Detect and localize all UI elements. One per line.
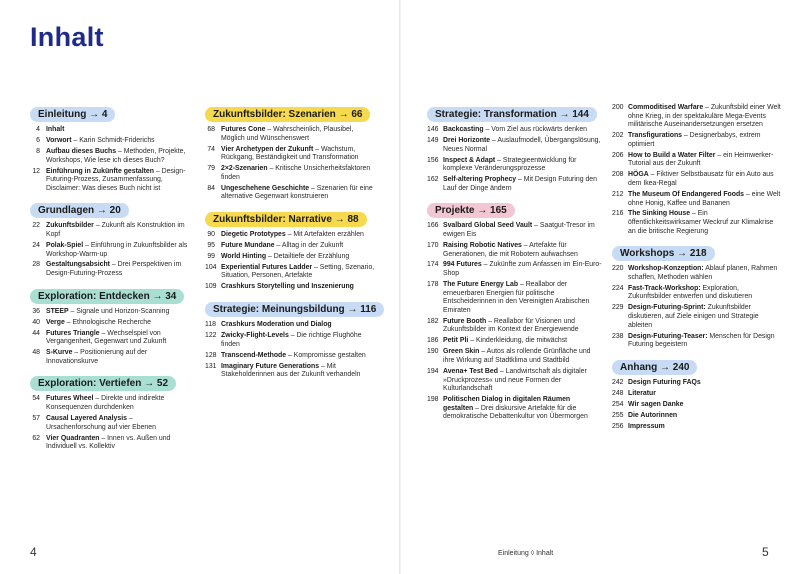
entry-text xyxy=(46,168,194,194)
entry-title: Workshop-Konzeption: xyxy=(628,265,704,273)
toc-entry xyxy=(427,242,602,259)
entry-title: 994 Futures xyxy=(443,261,482,269)
entry-text xyxy=(46,395,194,412)
toc-entry xyxy=(427,261,602,278)
entry-description: – Detailtiefe der Erzählung xyxy=(266,252,350,260)
entry-description: – Artefakte für Generationen, die mit Robotern aufwachsen xyxy=(443,241,578,258)
entry-text xyxy=(46,137,194,146)
entry-page-number: 44 xyxy=(32,329,40,337)
toc-column-4 xyxy=(612,104,782,438)
toc-entry xyxy=(427,126,602,135)
entry-title: Petit Pli xyxy=(443,337,469,345)
toc-entry xyxy=(612,304,782,330)
entry-title: Polak-Spiel xyxy=(46,241,84,249)
entry-description: – Ursachenforschung auf vier Ebenen xyxy=(46,414,156,431)
entry-page-number: 166 xyxy=(427,222,439,230)
toc-entry xyxy=(612,423,782,432)
toc-section xyxy=(205,104,377,202)
section-heading: Exploration: Vertiefen → 52 xyxy=(30,376,176,391)
toc-entry xyxy=(205,283,377,292)
toc-entry xyxy=(612,132,782,149)
toc-entry xyxy=(205,264,377,281)
entry-text xyxy=(221,283,377,292)
toc-entry xyxy=(30,137,194,146)
entry-text xyxy=(628,412,782,421)
entry-page-number: 182 xyxy=(427,317,439,325)
entry-text xyxy=(46,319,194,328)
entry-text xyxy=(46,435,194,452)
entry-description: – Ethnologische Recherche xyxy=(64,318,151,326)
toc-entry xyxy=(427,137,602,154)
entry-text xyxy=(443,337,602,346)
entry-page-number: 99 xyxy=(207,252,215,260)
toc-entry xyxy=(427,176,602,193)
toc-entry xyxy=(30,242,194,259)
entry-title: Raising Robotic Natives xyxy=(443,241,522,249)
entry-title: Vier Quadranten xyxy=(46,434,100,442)
entry-text xyxy=(443,176,602,193)
entry-title: Futures Triangle xyxy=(46,329,100,337)
entry-description: – ein Heimwerker-Tutorial aus der Zukunft xyxy=(628,151,774,168)
entry-description: – Innen vs. Außen und Individuell vs. Kollektiv xyxy=(46,434,171,451)
entry-title: The Sinking House xyxy=(628,210,691,218)
entry-page-number: 84 xyxy=(207,184,215,192)
section-heading: Einleitung → 4 xyxy=(30,107,115,122)
entry-page-number: 200 xyxy=(612,104,624,111)
entry-title: Zwicky-Flight-Levels xyxy=(221,332,289,340)
entry-page-number: 212 xyxy=(612,190,624,198)
entry-description: – Karin Schmidt-Friderichs xyxy=(71,136,155,144)
toc-entry xyxy=(427,396,602,422)
toc-entry xyxy=(205,332,377,349)
entry-description: – Wechselspiel von Vergangenheit, Gegenwart und Zukunft xyxy=(46,329,167,346)
entry-description: – Auslaufmodell, Übergangslösung, Neues Normal xyxy=(443,136,601,153)
toc-entry xyxy=(205,242,377,251)
entry-page-number: 248 xyxy=(612,389,624,397)
toc-entry xyxy=(427,281,602,315)
toc-entry xyxy=(30,319,194,328)
toc-column-3 xyxy=(427,104,602,429)
section-heading: Strategie: Transformation → 144 xyxy=(427,107,597,122)
entry-title: Design Futuring FAQs xyxy=(628,378,701,386)
toc-entry xyxy=(30,261,194,278)
entry-description: – Setting, Szenario, Situation, Personen, Artefakte xyxy=(221,263,375,280)
entry-title: Literatur xyxy=(628,389,656,397)
page-number-right: 5 xyxy=(762,545,769,559)
toc-entry xyxy=(30,168,194,194)
entry-text xyxy=(46,349,194,366)
entry-text xyxy=(443,368,602,394)
toc-entry xyxy=(427,348,602,365)
entry-description: – Drei diskursive Artefakte für die demokratische Debattenkultur von Übermorgen xyxy=(443,404,588,421)
section-heading: Projekte → 165 xyxy=(427,203,515,218)
entry-text xyxy=(221,185,377,202)
entry-page-number: 131 xyxy=(205,362,217,370)
entry-page-number: 220 xyxy=(612,265,624,273)
toc-entry xyxy=(30,349,194,366)
entry-title: Fast-Track-Workshop: xyxy=(628,284,701,292)
toc-entry xyxy=(205,253,377,262)
toc-section xyxy=(612,104,782,236)
entry-text xyxy=(628,171,782,188)
toc-section xyxy=(427,200,602,422)
toc-entry xyxy=(612,379,782,388)
entry-text xyxy=(221,165,377,182)
page-title: Inhalt xyxy=(30,22,104,52)
entry-title: Zukunftsbilder xyxy=(46,222,94,230)
toc-column-2 xyxy=(205,104,377,387)
toc-entry xyxy=(30,308,194,317)
entry-text xyxy=(46,242,194,259)
entry-page-number: 254 xyxy=(612,400,624,408)
entry-text xyxy=(221,231,377,240)
entry-title: Drei Horizonte xyxy=(443,136,491,144)
toc-column-1 xyxy=(30,104,194,459)
entry-description: – Design-Futuring-Prozess, Zusammenfassung, Disclaimer: Was dieses Buch nicht ist xyxy=(46,167,186,192)
entry-text xyxy=(628,285,782,302)
entry-title: Vier Archetypen der Zukunft xyxy=(221,145,314,153)
entry-text xyxy=(628,401,782,410)
entry-description: – Einführung in Zukunftsbilder als Workshop-Warm-up xyxy=(46,241,188,258)
entry-text xyxy=(46,330,194,347)
entry-title: Gestaltungsabsicht xyxy=(46,261,110,269)
entry-page-number: 242 xyxy=(612,378,624,386)
entry-title: STEEP xyxy=(46,307,69,315)
entry-text xyxy=(443,222,602,239)
entry-page-number: 238 xyxy=(612,332,624,340)
entry-description: – Wachstum, Rückgang, Beständigkeit und Transformation xyxy=(221,145,359,162)
entry-description: – Mit Design Futuring den Lauf der Dinge ändern xyxy=(443,176,597,192)
entry-description: – Autos als rollende Grünfläche und ihre Wirkung auf Stadtklima und Stadtbild xyxy=(443,348,591,364)
toc-entry xyxy=(205,126,377,143)
entry-page-number: 128 xyxy=(205,351,217,359)
entry-page-number: 118 xyxy=(205,321,216,329)
entry-page-number: 186 xyxy=(427,337,439,345)
entry-text xyxy=(46,126,194,135)
toc-entry xyxy=(205,231,377,240)
entry-page-number: 74 xyxy=(207,145,215,153)
toc-section xyxy=(612,243,782,350)
toc-entry xyxy=(427,318,602,335)
entry-page-number: 104 xyxy=(205,263,217,271)
toc-entry xyxy=(612,265,782,282)
entry-page-number: 146 xyxy=(427,126,439,133)
entry-page-number: 170 xyxy=(427,241,439,249)
running-footer: Einleitung ◊ Inhalt xyxy=(498,550,554,557)
entry-text xyxy=(443,348,602,365)
entry-title: Causal Layered Analysis xyxy=(46,414,127,422)
entry-page-number: 8 xyxy=(36,147,40,155)
entry-text xyxy=(46,261,194,278)
entry-page-number: 62 xyxy=(32,434,40,442)
entry-page-number: 54 xyxy=(32,395,40,403)
entry-title: Impressum xyxy=(628,422,665,430)
entry-text xyxy=(221,242,377,251)
entry-page-number: 202 xyxy=(612,132,624,140)
entry-text xyxy=(443,137,602,154)
toc-entry xyxy=(205,146,377,163)
entry-text xyxy=(628,265,782,282)
entry-description: – Zukunft als Konstruktion im Kopf xyxy=(46,222,185,238)
toc-entry xyxy=(205,363,377,380)
entry-description: – Kritische Unsicherheitsfaktoren finden xyxy=(221,165,371,181)
entry-title: Commoditised Warfare xyxy=(628,104,704,111)
entry-text xyxy=(46,148,194,165)
entry-title: Svalbard Global Seed Vault xyxy=(443,222,533,230)
entry-page-number: 256 xyxy=(612,422,624,430)
entry-page-number: 22 xyxy=(32,222,40,230)
entry-text xyxy=(443,281,602,315)
toc-entry xyxy=(30,395,194,412)
toc-entry xyxy=(205,165,377,182)
entry-text xyxy=(221,126,377,143)
entry-title: Transfigurations xyxy=(628,132,682,140)
entry-page-number: 28 xyxy=(32,261,40,269)
entry-description: – Mit Stakeholderinnen aus der Zukunft verhandeln xyxy=(221,362,361,379)
entry-description: – Szenarien für eine alternative Gegenwart konstruieren xyxy=(221,184,373,201)
toc-entry xyxy=(612,390,782,399)
entry-title: World Hinting xyxy=(221,252,267,260)
entry-description: – Ein öffentlichkeitswirksamer Weckruf zur Klimakrise an die britische Regierung xyxy=(628,210,774,235)
entry-title: Futures Wheel xyxy=(46,395,94,403)
toc-section xyxy=(612,357,782,432)
entry-title: Crashkurs Storytelling und Inszenierung xyxy=(221,283,354,291)
entry-text xyxy=(443,242,602,259)
entry-description: – Zukunftsbild einer Welt ohne Krieg, in der spektakuläre Mega-Events militärische Auseinandersetzungen ersetzen xyxy=(628,104,781,129)
entry-page-number: 206 xyxy=(612,151,624,159)
entry-page-number: 255 xyxy=(612,411,624,419)
entry-text xyxy=(46,222,194,239)
entry-description: – Signale und Horizon-Scanning xyxy=(68,307,170,315)
entry-page-number: 48 xyxy=(32,349,40,357)
entry-text xyxy=(628,210,782,236)
entry-text xyxy=(628,423,782,432)
entry-description: – Direkte und indirekte Konsequenzen durchdenken xyxy=(46,395,165,411)
entry-title: Verge xyxy=(46,318,65,326)
toc-entry xyxy=(427,337,602,346)
entry-description: – Drei Perspektiven im Design-Futuring-Prozess xyxy=(46,261,182,278)
entry-page-number: 95 xyxy=(207,241,215,249)
entry-text xyxy=(46,415,194,432)
entry-description: – Vom Ziel aus rückwärts denken xyxy=(483,126,588,133)
entry-page-number: 109 xyxy=(205,283,217,291)
entry-title: Avena+ Test Bed xyxy=(443,367,498,375)
entry-title: Future Booth xyxy=(443,317,487,325)
entry-description: – Reallabor für Visionen und Zukunftsbilder im Kontext der Energiewende xyxy=(443,317,579,334)
entry-title: Future Mundane xyxy=(221,241,275,249)
entry-text xyxy=(221,264,377,281)
entry-title: Die Autorinnen xyxy=(628,411,678,419)
entry-text xyxy=(221,332,377,349)
entry-text xyxy=(443,261,602,278)
section-heading: Anhang → 240 xyxy=(612,360,697,375)
entry-title: Wir sagen Danke xyxy=(628,400,684,408)
entry-page-number: 178 xyxy=(427,281,439,289)
entry-title: Aufbau dieses Buchs xyxy=(46,147,117,155)
entry-title: Futures Cone xyxy=(221,126,266,133)
entry-title: Diegetic Prototypes xyxy=(221,230,286,238)
toc-section xyxy=(427,104,602,193)
entry-title: Design-Futuring-Sprint: xyxy=(628,304,706,312)
entry-description: – Designerbabys, extrem optimiert xyxy=(628,132,761,148)
toc-entry xyxy=(612,210,782,236)
entry-page-number: 224 xyxy=(612,284,624,292)
entry-title: 2×2-Szenarien xyxy=(221,165,268,173)
entry-page-number: 6 xyxy=(36,136,40,144)
entry-page-number: 12 xyxy=(32,167,40,175)
section-heading: Zukunftsbilder: Szenarien → 66 xyxy=(205,107,370,122)
entry-text xyxy=(443,157,602,174)
toc-entry xyxy=(205,321,377,330)
entry-description: Exploration, Zukunftsbilder entwerfen und diskutieren xyxy=(628,284,753,301)
entry-description: – eine Welt ohne Honig, Kaffee und Bananen xyxy=(628,190,781,207)
entry-page-number: 122 xyxy=(205,332,217,340)
entry-text xyxy=(443,126,602,135)
entry-page-number: 68 xyxy=(207,126,215,133)
toc-entry xyxy=(612,401,782,410)
entry-title: Self-altering Prophecy xyxy=(443,176,517,184)
entry-title: Einführung in Zukünfte gestalten xyxy=(46,167,154,175)
section-heading: Workshops → 218 xyxy=(612,246,715,261)
toc-section xyxy=(205,209,377,292)
entry-page-number: 229 xyxy=(612,304,624,312)
entry-page-number: 24 xyxy=(32,241,40,249)
toc-entry xyxy=(612,285,782,302)
entry-title: Ungeschehene Geschichte xyxy=(221,184,310,192)
section-heading: Grundlagen → 20 xyxy=(30,203,129,218)
page-number-left: 4 xyxy=(30,545,37,559)
entry-title: S-Kurve xyxy=(46,349,73,357)
entry-text xyxy=(628,390,782,399)
entry-text xyxy=(221,321,377,330)
entry-title: Politischen Dialog in digitalen Räumen gestalten xyxy=(443,396,571,412)
entry-description: – Zukünfte zum Anfassen im Ein-Euro-Shop xyxy=(443,261,602,278)
entry-text xyxy=(628,333,782,350)
section-heading: Strategie: Meinungsbildung → 116 xyxy=(205,302,384,317)
entry-page-number: 40 xyxy=(32,318,40,326)
entry-page-number: 174 xyxy=(427,261,439,269)
section-heading: Zukunftsbilder: Narrative → 88 xyxy=(205,212,367,227)
entry-page-number: 162 xyxy=(427,176,439,184)
entry-text xyxy=(443,318,602,335)
entry-description: – Methoden, Projekte, Workshops, Wie lese ich dieses Buch? xyxy=(46,147,186,164)
toc-entry xyxy=(30,148,194,165)
entry-description: – Fiktiver Selbstbausatz für ein Auto aus dem Ikea-Regal xyxy=(628,171,774,187)
entry-title: The Future Energy Lab xyxy=(443,281,519,289)
toc-entry xyxy=(427,157,602,174)
toc-entry xyxy=(612,412,782,421)
entry-title: Vorwort xyxy=(46,136,72,144)
toc-entry xyxy=(612,152,782,169)
entry-text xyxy=(628,379,782,388)
entry-text xyxy=(628,104,782,130)
entry-page-number: 216 xyxy=(612,210,624,218)
entry-page-number: 156 xyxy=(427,156,439,164)
entry-page-number: 190 xyxy=(427,348,439,356)
entry-text xyxy=(628,191,782,208)
entry-description: – Landwirtschaft als digitaler »Druckprozess« und neue Formen der Kulturlandschaft xyxy=(443,367,587,393)
toc-entry xyxy=(427,368,602,394)
entry-title: Backcasting xyxy=(443,126,484,133)
entry-description: – Alltag in der Zukunft xyxy=(274,241,344,249)
entry-text xyxy=(221,146,377,163)
entry-text xyxy=(221,363,377,380)
toc-entry xyxy=(612,171,782,188)
entry-description: – Saatgut-Tresor im ewigen Eis xyxy=(443,222,595,238)
entry-title: HÖGA xyxy=(628,171,649,179)
entry-title: How to Build a Water Filter xyxy=(628,151,716,159)
entry-title: Transcend-Methode xyxy=(221,351,287,359)
book-gutter xyxy=(399,0,401,574)
toc-entry xyxy=(612,191,782,208)
toc-section xyxy=(30,200,194,278)
toc-entry xyxy=(612,104,782,130)
entry-description: Menschen für Design Futuring begeistern xyxy=(628,332,775,349)
entry-title: Inhalt xyxy=(46,126,65,133)
section-heading: Exploration: Entdecken → 34 xyxy=(30,289,184,304)
entry-description: – Kompromisse gestalten xyxy=(286,351,366,359)
entry-text xyxy=(628,304,782,330)
entry-description: – Wahrscheinlich, Plausibel, Möglich und Wünschenswert xyxy=(221,126,354,142)
entry-page-number: 36 xyxy=(32,307,40,315)
toc-entry xyxy=(30,330,194,347)
toc-entry xyxy=(30,222,194,239)
entry-title: Inspect & Adapt xyxy=(443,156,496,164)
entry-text xyxy=(221,352,377,361)
entry-text xyxy=(221,253,377,262)
entry-title: Crashkurs Moderation und Dialog xyxy=(221,321,332,329)
toc-entry xyxy=(30,435,194,452)
entry-page-number: 149 xyxy=(427,136,439,144)
entry-text xyxy=(443,396,602,422)
toc-section xyxy=(30,286,194,367)
entry-title: Imaginary Future Generations xyxy=(221,362,320,370)
toc-entry xyxy=(612,333,782,350)
entry-page-number: 4 xyxy=(36,126,40,133)
toc-section xyxy=(30,104,194,193)
entry-description: – Strategieentwicklung für komplexe Veränderungsprozesse xyxy=(443,156,577,173)
entry-text xyxy=(628,132,782,149)
entry-text xyxy=(46,308,194,317)
entry-title: Green Skin xyxy=(443,348,480,356)
entry-description: Ablauf planen, Rahmen schaffen, Methoden wählen xyxy=(628,265,778,281)
entry-text xyxy=(628,152,782,169)
entry-title: The Museum Of Endangered Foods xyxy=(628,190,745,198)
toc-entry xyxy=(205,185,377,202)
toc-entry xyxy=(205,352,377,361)
entry-description: – Die richtige Flughöhe finden xyxy=(221,332,362,348)
entry-page-number: 194 xyxy=(427,367,439,375)
toc-entry xyxy=(427,222,602,239)
toc-entry xyxy=(30,415,194,432)
toc-entry xyxy=(30,126,194,135)
entry-title: Experiential Futures Ladder xyxy=(221,263,313,271)
entry-description: Zukunftsbilder diskutieren, auf Ziele einigen und Strategie ableiten xyxy=(628,304,759,329)
entry-description: – Positionierung auf der Innovationskurve xyxy=(46,349,148,365)
entry-description: – Reallabor der erneuerbaren Energien für politische Entscheiderinnen in den Vereinigten Arabischen Emiraten xyxy=(443,281,590,314)
entry-page-number: 57 xyxy=(32,414,40,422)
entry-page-number: 208 xyxy=(612,171,624,179)
entry-description: – Mit Artefakten erzählen xyxy=(285,230,364,238)
toc-section xyxy=(30,373,194,451)
entry-title: Design-Futuring-Teaser: xyxy=(628,332,708,340)
toc-section xyxy=(205,299,377,380)
entry-page-number: 90 xyxy=(207,230,215,238)
entry-description: – Kinderkleidung, die mitwächst xyxy=(468,337,568,345)
entry-page-number: 198 xyxy=(427,396,439,404)
entry-page-number: 79 xyxy=(207,165,215,173)
